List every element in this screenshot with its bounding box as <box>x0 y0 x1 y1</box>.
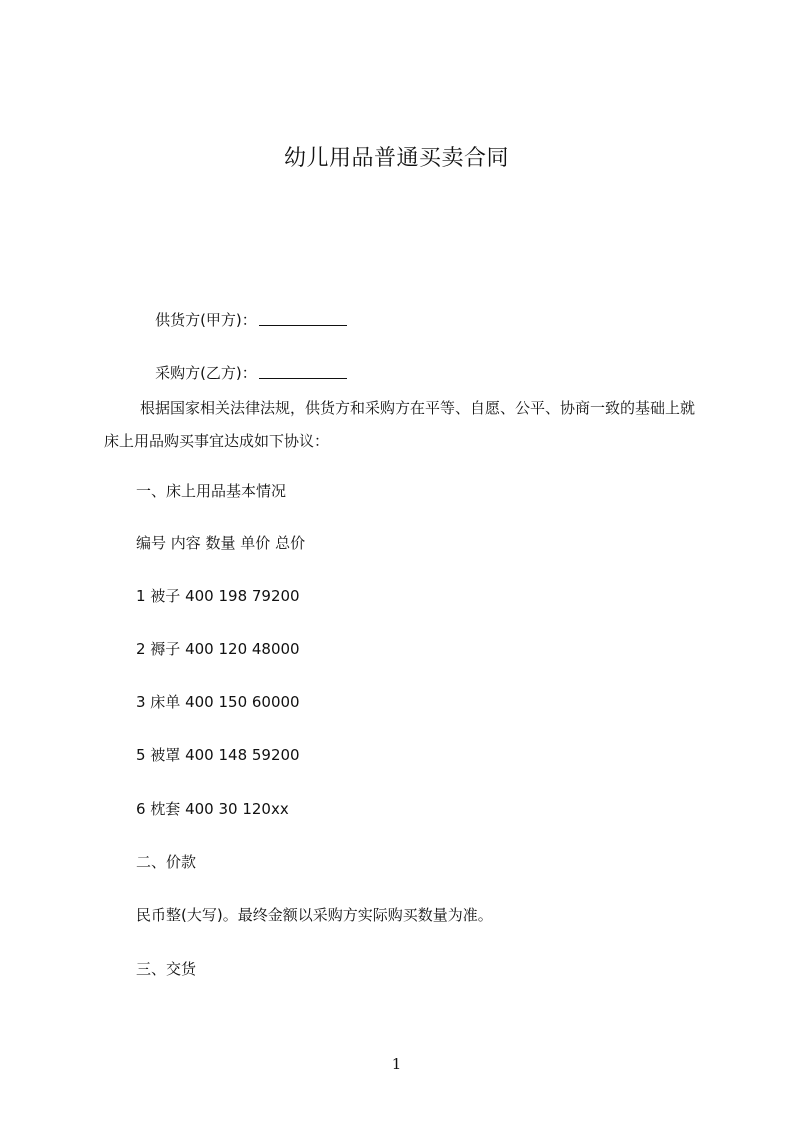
purchaser-blank <box>259 364 347 379</box>
supplier-label: 供货方(甲方)： <box>155 311 257 329</box>
table-row: 1 被子 400 198 79200 <box>136 587 300 605</box>
table-row: 2 褥子 400 120 48000 <box>136 640 300 658</box>
page-number: 1 <box>391 1055 402 1073</box>
section-2-heading: 二、价款 <box>136 853 197 871</box>
table-header: 编号 内容 数量 单价 总价 <box>136 534 306 552</box>
intro-paragraph: 根据国家相关法律法规，供货方和采购方在平等、自愿、公平、协商一致的基础上就床上用品购买事宜达成如下协议： <box>104 399 696 450</box>
document-title: 幼儿用品普通买卖合同 <box>283 146 509 171</box>
section-1-heading: 一、床上用品基本情况 <box>136 482 287 500</box>
table-row: 3 床单 400 150 60000 <box>136 693 300 711</box>
supplier-line <box>136 291 347 348</box>
section-3-heading: 三、交货 <box>136 960 197 978</box>
price-text: 民币整(大写)。最终金额以采购方实际购买数量为准。 <box>136 906 493 924</box>
supplier-blank <box>259 311 347 326</box>
table-row: 5 被罩 400 148 59200 <box>136 746 300 764</box>
table-row: 6 枕套 400 30 120xx <box>136 800 289 818</box>
purchaser-label: 采购方(乙方)： <box>155 364 257 382</box>
